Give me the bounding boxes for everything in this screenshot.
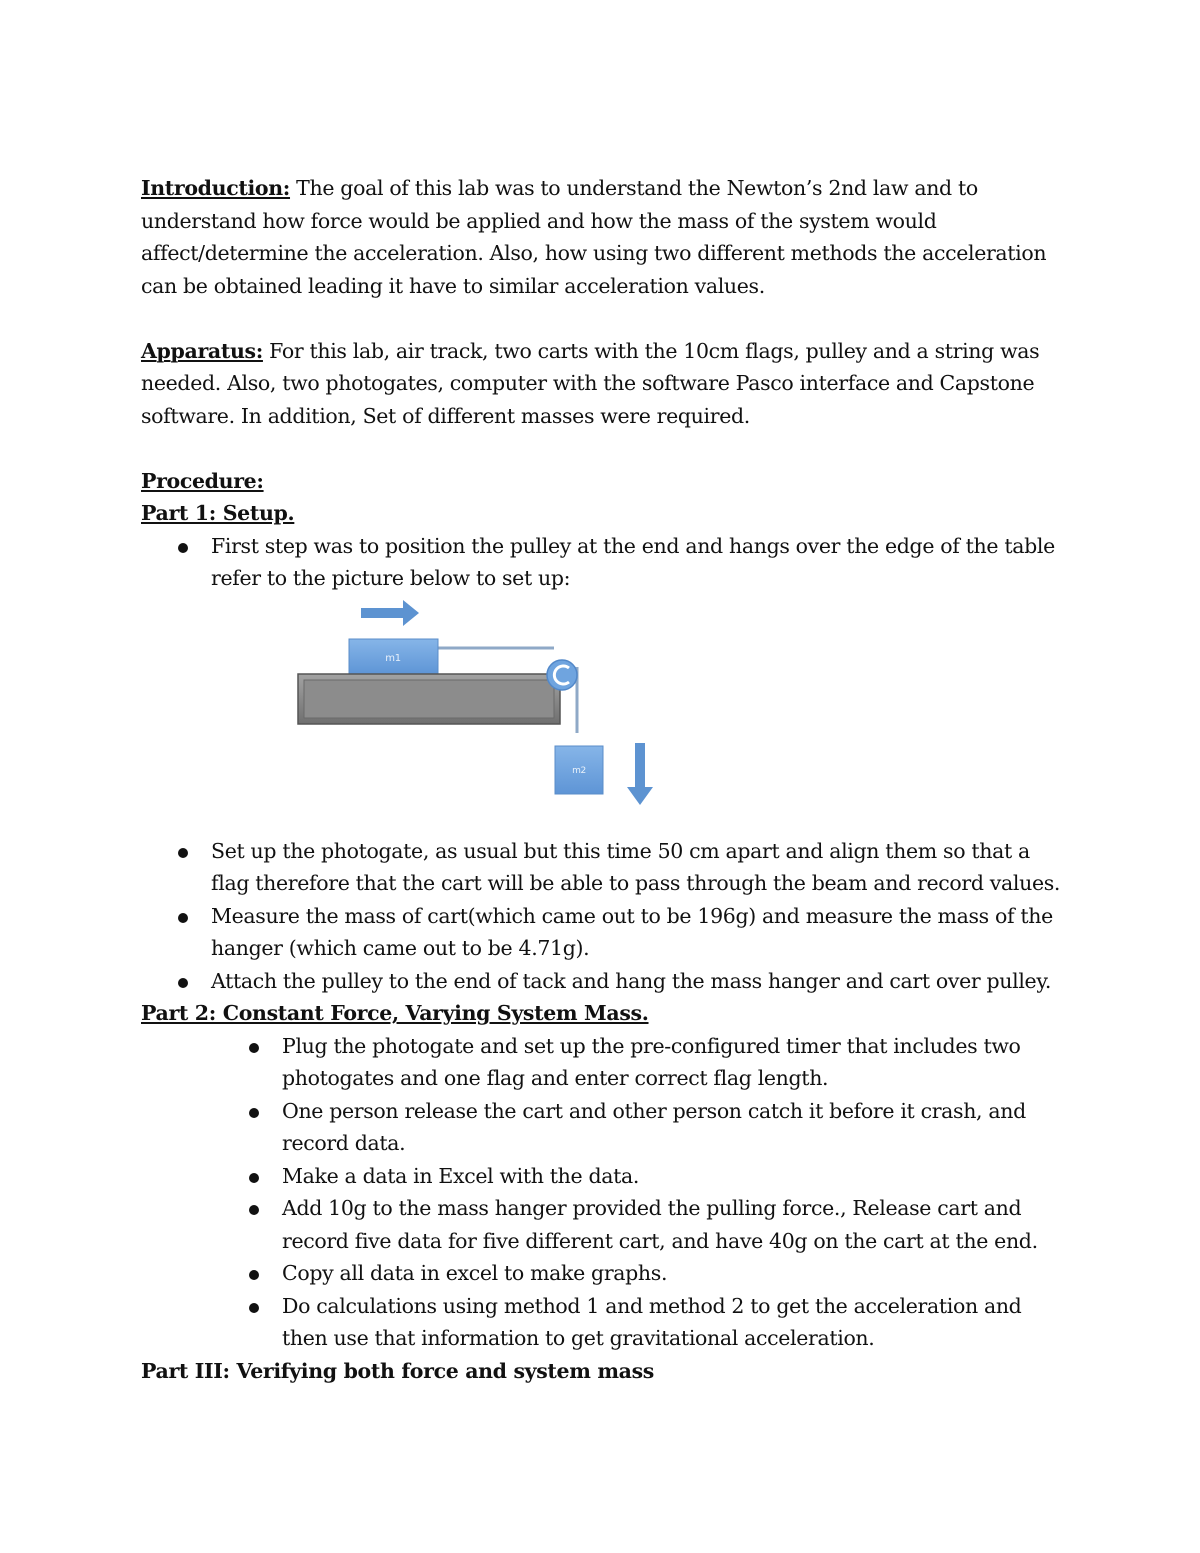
list-item-text: Plug the photogate and set up the pre-configured timer that includes two photogates and one flag and enter correct flag length. — [282, 1033, 1021, 1090]
list-item — [141, 1160, 1071, 1193]
bullet-icon — [178, 848, 188, 858]
bullet-icon — [249, 1270, 259, 1280]
procedure-heading: Procedure: — [141, 468, 264, 493]
list-item — [141, 1095, 1071, 1160]
m1-label: m1 — [385, 652, 401, 664]
bullet-icon — [178, 913, 188, 923]
motion-arrow-down-icon — [627, 743, 653, 805]
list-item — [141, 1192, 1071, 1257]
list-item — [141, 900, 1071, 965]
bullet-icon — [249, 1108, 259, 1118]
introduction-paragraph — [141, 172, 1071, 302]
spacer — [141, 302, 1071, 335]
list-item — [141, 965, 1071, 998]
list-item — [141, 1257, 1071, 1290]
part2-list — [141, 1030, 1071, 1355]
list-item — [141, 530, 1071, 595]
apparatus-text: For this lab, air track, two carts with the 10cm flags, pulley and a string was needed. Also, two photogates, computer with the software Pasco interface and Capstone software. In addition, Set of different masses were required. — [141, 338, 1040, 428]
list-item-text: Measure the mass of cart(which came out to be 196g) and measure the mass of the hanger (which came out to be 4.71g). — [211, 903, 1053, 960]
bullet-icon — [249, 1205, 259, 1215]
list-item-text: Make a data in Excel with the data. — [282, 1163, 640, 1188]
list-item-text: One person release the cart and other person catch it before it crash, and record data. — [282, 1098, 1026, 1155]
apparatus-paragraph — [141, 335, 1071, 433]
list-item-text: Attach the pulley to the end of tack and hang the mass hanger and cart over pulley. — [211, 968, 1052, 993]
bullet-icon — [178, 543, 188, 553]
list-item-text: First step was to position the pulley at the end and hangs over the edge of the table refer to the picture below to set up: — [211, 533, 1055, 590]
bullet-icon — [249, 1303, 259, 1313]
pulley-setup-diagram — [141, 595, 1071, 835]
bullet-icon — [178, 978, 188, 988]
part2-heading: Part 2: Constant Force, Varying System Mass. — [141, 1001, 649, 1025]
list-item — [141, 1290, 1071, 1355]
list-item-text: Set up the photogate, as usual but this time 50 cm apart and align them so that a flag therefore that the cart will be able to pass through the beam and record values. — [211, 838, 1061, 895]
apparatus-heading: Apparatus: — [141, 338, 263, 363]
bullet-icon — [249, 1043, 259, 1053]
part3-heading: Part III: Verifying both force and system mass — [141, 1358, 654, 1383]
part1-list-top — [141, 530, 1071, 595]
motion-arrow-right-icon — [361, 600, 419, 626]
m2-label: m2 — [572, 765, 586, 776]
cart-block-m1 — [349, 639, 438, 674]
list-item-text: Add 10g to the mass hanger provided the pulling force., Release cart and record five data for five different cart, and have 40g on the cart at the end. — [282, 1196, 1038, 1253]
spacer — [141, 432, 1071, 465]
document-page — [141, 172, 1071, 1387]
part1-heading: Part 1: Setup. — [141, 501, 295, 525]
introduction-heading: Introduction: — [141, 176, 291, 200]
list-item-text: Do calculations using method 1 and method 2 to get the acceleration and then use that information to get gravitational acceleration. — [282, 1293, 1022, 1350]
list-item-text: Copy all data in excel to make graphs. — [282, 1261, 668, 1285]
pulley-icon — [547, 660, 577, 690]
introduction-text: The goal of this lab was to understand the Newton’s 2nd law and to understand how force would be applied and how the mass of the system would affect/determine the acceleration. Also, how using two different methods the acceleration can be obtained leading it have to similar acceleration values. — [141, 176, 1047, 298]
bullet-icon — [249, 1173, 259, 1183]
part1-list-bottom — [141, 835, 1071, 998]
list-item — [141, 835, 1071, 900]
hanging-block-m2 — [555, 746, 603, 794]
list-item — [141, 1030, 1071, 1095]
air-track — [298, 674, 560, 724]
pulley-setup-figure — [141, 595, 1071, 835]
